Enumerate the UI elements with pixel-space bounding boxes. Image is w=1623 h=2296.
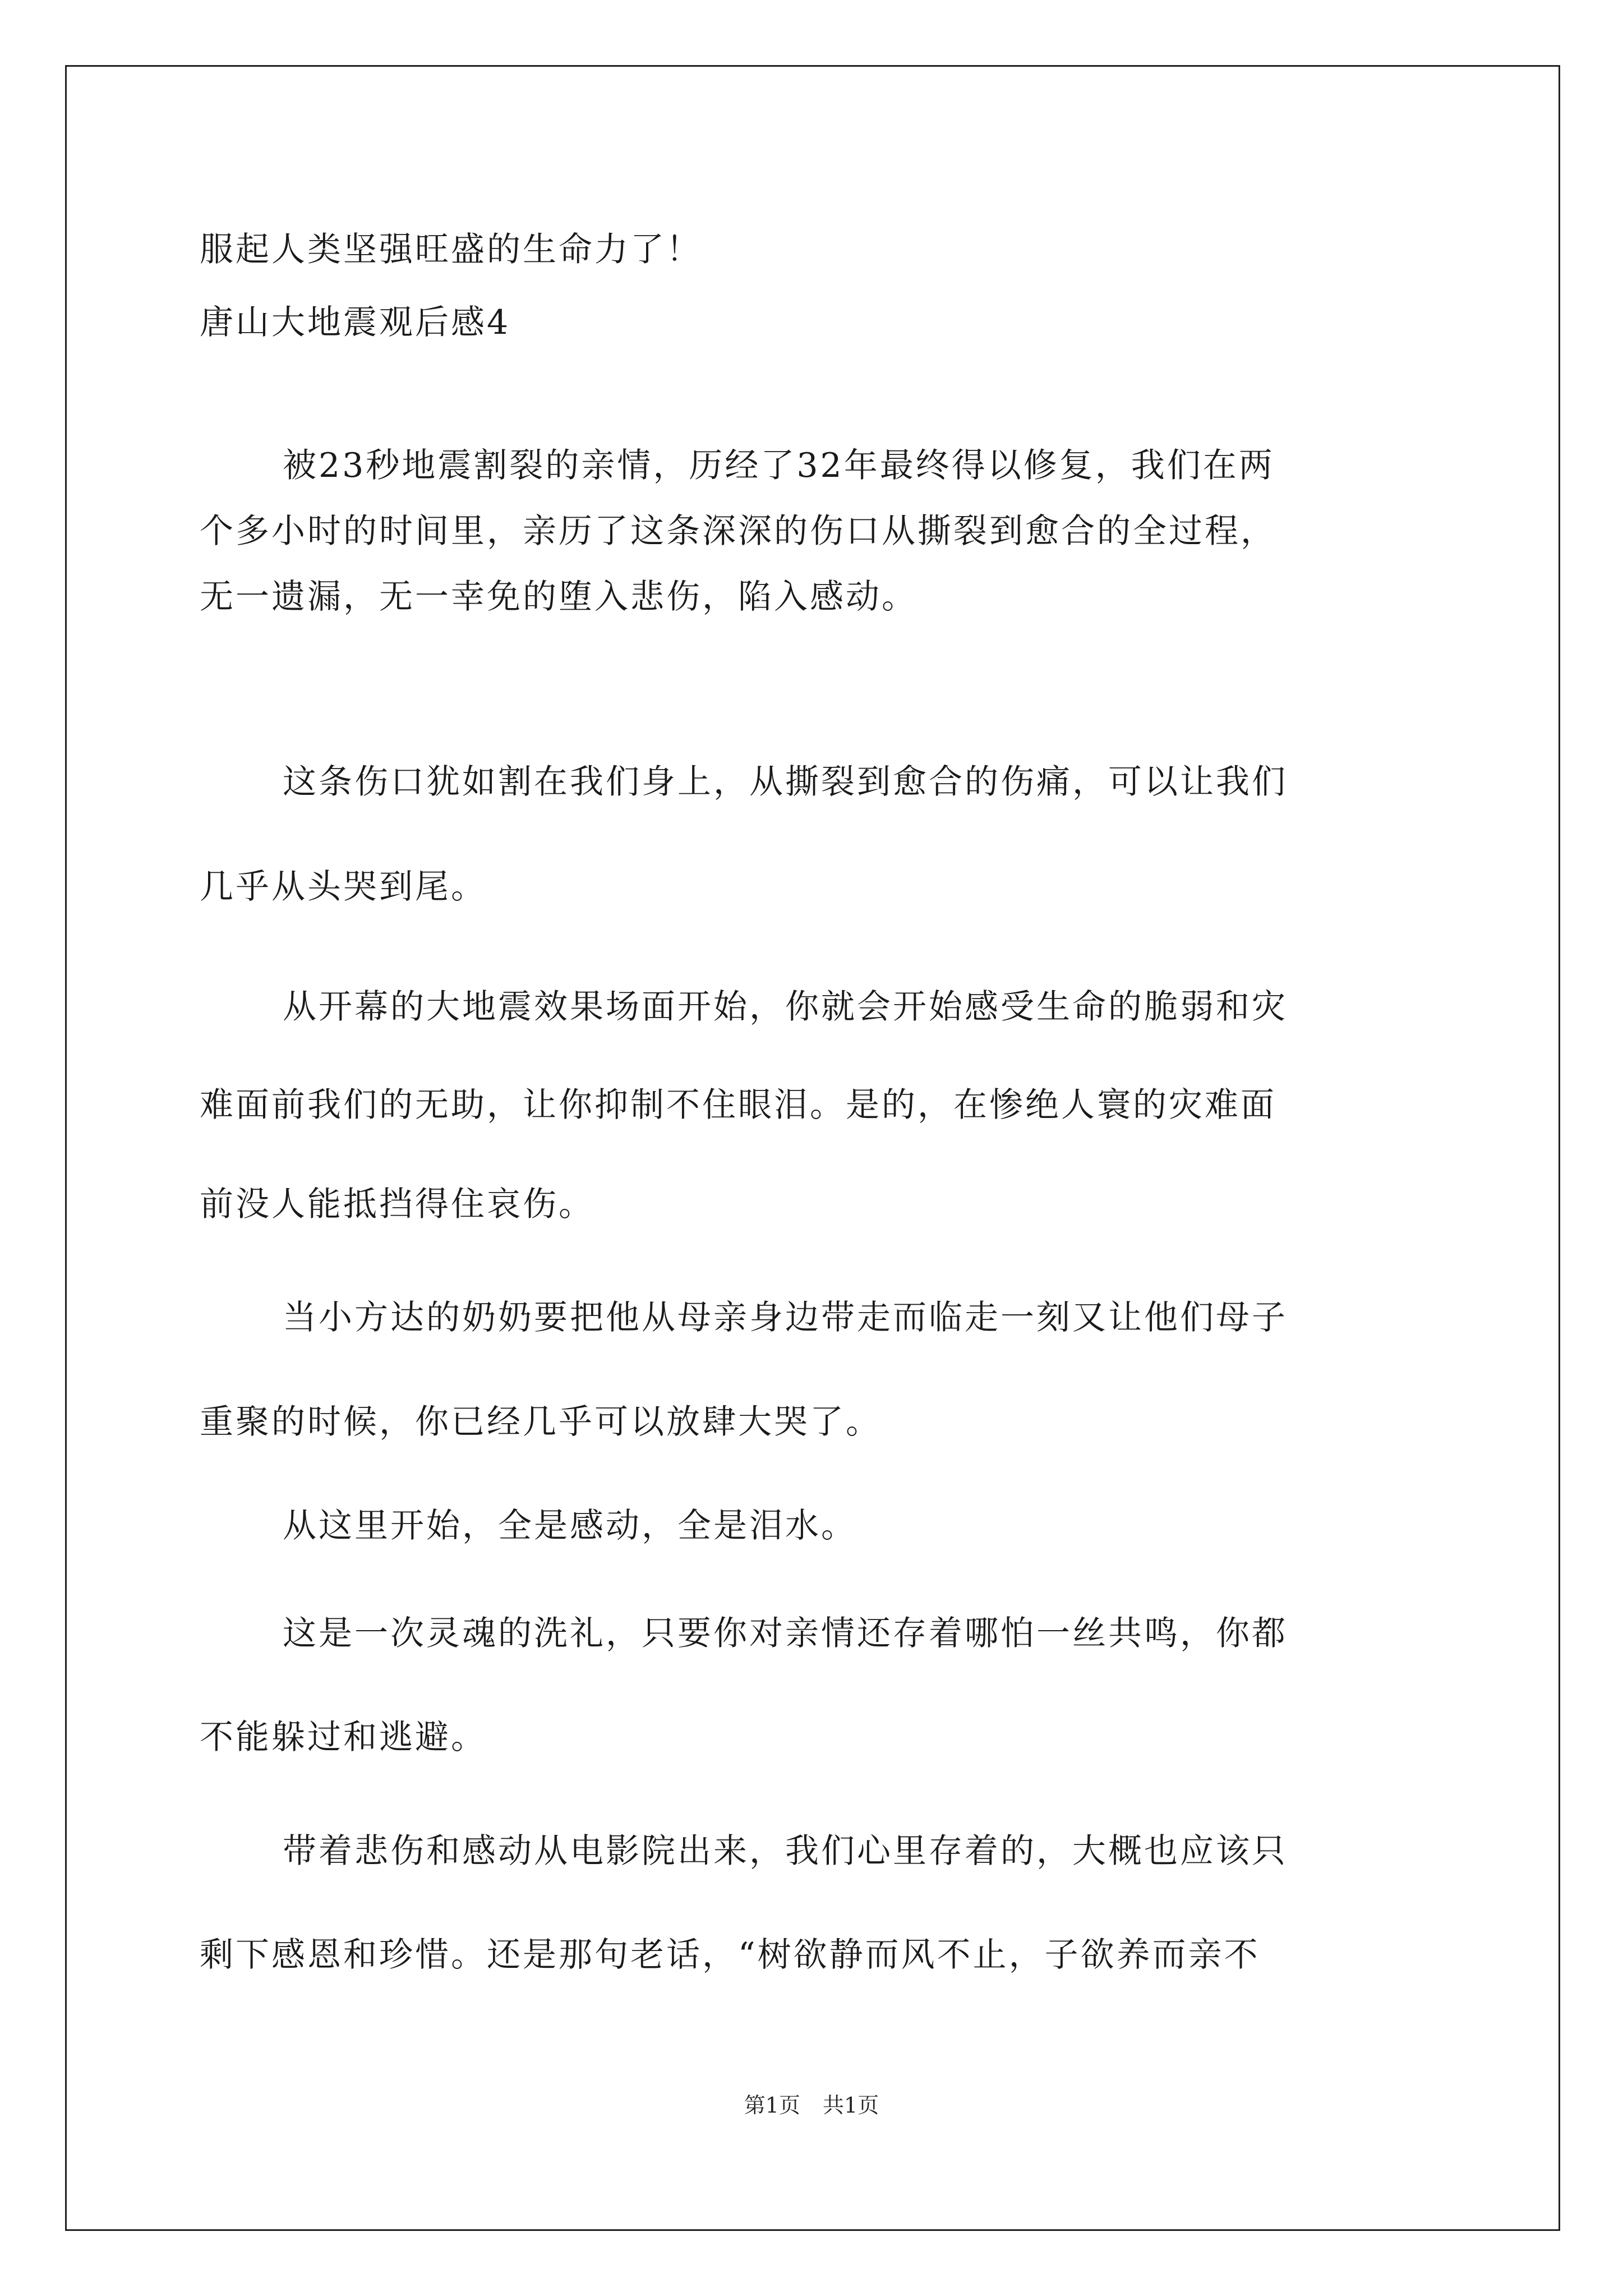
section-heading: 唐山大地震观后感4 [200,303,511,342]
paragraph-line: 剩下感恩和珍惜。还是那句老话，“树欲静而风不止，子欲养而亲不 [200,1935,1260,1975]
paragraph-line: 前没人能抵挡得住哀伤。 [200,1185,594,1224]
paragraph-line: 服起人类坚强旺盛的生命力了！ [200,230,702,269]
page-total: 共1页 [823,2093,879,2118]
paragraph-line: 从开幕的大地震效果场面开始，你就会开始感受生命的脆弱和灾 [283,987,1288,1027]
paragraph-line: 这是一次灵魂的洗礼，只要你对亲情还存着哪怕一丝共鸣，你都 [283,1614,1288,1653]
page-number: 第1页 [744,2093,800,2118]
paragraph-line: 这条伤口犹如割在我们身上，从撕裂到愈合的伤痛，可以让我们 [283,762,1288,802]
paragraph-line: 个多小时的时间里，亲历了这条深深的伤口从撕裂到愈合的全过程， [200,512,1276,551]
page-border [65,65,1560,2231]
paragraph-line: 从这里开始，全是感动，全是泪水。 [283,1506,857,1545]
page-footer [0,2091,1623,2119]
paragraph-line: 带着悲伤和感动从电影院出来，我们心里存着的，大概也应该只 [283,1832,1288,1871]
paragraph-line: 难面前我们的无助，让你抑制不住眼泪。是的，在惨绝人寰的灾难面 [200,1085,1276,1125]
paragraph-line: 不能躲过和逃避。 [200,1718,487,1757]
paragraph-line: 被23秒地震割裂的亲情，历经了32年最终得以修复，我们在两 [283,446,1275,485]
paragraph-line: 几乎从头哭到尾。 [200,867,487,907]
paragraph-line: 当小方达的奶奶要把他从母亲身边带走而临走一刻又让他们母子 [283,1298,1288,1337]
paragraph-line: 无一遗漏，无一幸免的堕入悲伤，陷入感动。 [200,577,917,616]
paragraph-line: 重聚的时候，你已经几乎可以放肆大哭了。 [200,1402,882,1442]
